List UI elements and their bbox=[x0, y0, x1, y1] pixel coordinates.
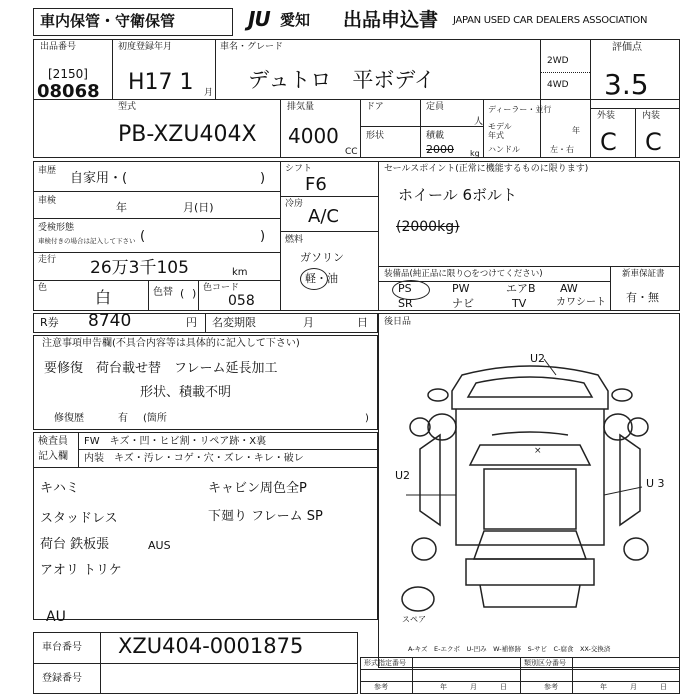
registration-number-label: 登録番号 bbox=[42, 673, 82, 684]
form-title: 出品申込書 bbox=[343, 9, 439, 31]
type-value: PB-XZU404X bbox=[118, 122, 257, 147]
inspector-note-7: AU bbox=[46, 609, 66, 625]
equip-pw: PW bbox=[452, 282, 470, 295]
damage-mark-u2-left: U2 bbox=[395, 469, 411, 482]
damage-mark-u-right: U 3 bbox=[646, 477, 665, 490]
inspection-month-unit: 月(日) bbox=[183, 201, 214, 214]
lot-sub-number: [2150] bbox=[48, 67, 88, 81]
score-value: 3.5 bbox=[604, 68, 649, 101]
capacity-unit: 人 bbox=[474, 117, 484, 127]
warranty-options: 有・無 bbox=[626, 291, 659, 304]
reception-close: ) bbox=[260, 229, 266, 244]
exterior-grade: C bbox=[600, 128, 617, 156]
interior-grade: C bbox=[645, 128, 662, 156]
reception-label: 受検形態 bbox=[38, 223, 75, 233]
equip-ps: PS bbox=[398, 282, 412, 295]
inspection-label: 車検 bbox=[38, 196, 57, 206]
ref-month-unit: 月 bbox=[470, 683, 477, 691]
equip-leather-seat: カワシート bbox=[556, 297, 606, 308]
middle-section-frame bbox=[33, 161, 680, 311]
selling-point-1: ホイール 6ボルト bbox=[398, 186, 518, 204]
first-registration-label: 初度登録年月 bbox=[118, 42, 173, 52]
name-change-day: 日 bbox=[357, 316, 368, 329]
history-value: 自家用・( bbox=[70, 171, 128, 186]
equip-tv: TV bbox=[512, 297, 527, 310]
displacement-unit: CC bbox=[345, 147, 358, 157]
type-label: 型式 bbox=[118, 102, 137, 112]
ref-day-unit-2: 日 bbox=[660, 683, 667, 691]
model-grade-label: 車名・グレード bbox=[220, 42, 284, 52]
repair-place-open: (箇所 bbox=[143, 413, 167, 424]
repair-place-close: ) bbox=[365, 413, 369, 424]
history-label: 車歴 bbox=[38, 166, 57, 176]
association-name: JAPAN USED CAR DEALERS ASSOCIATION bbox=[453, 15, 648, 26]
color-change-label: 色替 bbox=[153, 287, 173, 298]
drive-4wd-label: 4WD bbox=[547, 80, 569, 90]
drive-2wd-label: 2WD bbox=[547, 56, 569, 66]
aircon-label: 冷房 bbox=[285, 199, 304, 209]
door-label: ドア bbox=[366, 102, 384, 112]
inspector-note-6: 下廻り フレーム SP bbox=[208, 509, 323, 524]
color-code-label: 色コード bbox=[203, 283, 240, 293]
notes-line-2: 形状、積載不明 bbox=[140, 385, 232, 400]
ju-logo: JU bbox=[248, 7, 270, 31]
fuel-diesel-circled: 軽・油 bbox=[305, 272, 338, 285]
chassis-number-label: 車台番号 bbox=[42, 642, 82, 653]
model-grade-value: デュトロ 平ボデイ bbox=[248, 68, 435, 92]
lot-number-label: 出品番号 bbox=[40, 42, 77, 52]
inspector-note-5: キャビン周色全P bbox=[208, 481, 307, 496]
shift-value: F6 bbox=[305, 174, 327, 195]
handle-options: 左・右 bbox=[550, 145, 574, 154]
inspector-note-4: アオリ トリケ bbox=[40, 563, 122, 578]
svg-text:×: × bbox=[534, 446, 542, 456]
inspector-note-2: スタッドレス bbox=[40, 511, 118, 526]
inspector-interior-row: 内装 キズ・汚レ・コゲ・穴・ズレ・キレ・破レ bbox=[84, 453, 304, 464]
notes-header: 注意事項申告欄(不具合内容等は具体的に記入して下さい) bbox=[42, 338, 300, 349]
inspector-label-2: 記入欄 bbox=[38, 451, 68, 462]
first-registration-value: H17 1 bbox=[128, 70, 194, 95]
shift-label: シフト bbox=[285, 164, 313, 174]
color-change-open: ( bbox=[180, 287, 185, 300]
equip-navi: ナビ bbox=[452, 297, 474, 310]
ref-year-unit: 年 bbox=[440, 683, 447, 691]
inspector-fw-row: FW キズ・凹・ヒビ割・リペア跡・X裏 bbox=[84, 436, 267, 447]
car-damage-diagram bbox=[380, 345, 678, 645]
ref-year-unit-2: 年 bbox=[600, 683, 607, 691]
reception-note: 車検付きの場合は記入して下さい bbox=[38, 237, 136, 245]
equip-sr: SR bbox=[398, 297, 413, 310]
inspector-label-1: 検査員 bbox=[38, 436, 68, 447]
selling-point-2: (2000kg) bbox=[396, 219, 460, 235]
equip-aw: AW bbox=[560, 282, 578, 295]
shape-label: 形状 bbox=[366, 131, 385, 141]
model-year-unit: 年 bbox=[572, 126, 580, 135]
ref-day-unit: 日 bbox=[500, 683, 507, 691]
fuel-circle-mark bbox=[300, 268, 328, 290]
fuel-gasoline: ガソリン bbox=[300, 251, 344, 264]
load-unit: kg bbox=[470, 149, 480, 158]
displacement-value: 4000 bbox=[288, 124, 339, 148]
reference-label-1: 参考 bbox=[374, 683, 388, 691]
mileage-unit: km bbox=[232, 267, 248, 278]
notes-section bbox=[33, 335, 378, 430]
equipment-label: 装備品(純正品に限り○をつけてください) bbox=[384, 269, 543, 279]
ps-circle-mark bbox=[392, 280, 430, 300]
damage-mark-u2-top: U2 bbox=[530, 352, 546, 365]
dealer-label: ディーラー・並行 bbox=[488, 105, 552, 114]
score-label: 評価点 bbox=[612, 42, 642, 53]
fuel-label: 燃料 bbox=[285, 235, 304, 245]
interior-label: 内装 bbox=[642, 111, 661, 121]
damage-legend: A-キズ E-エクボ U-凹み W-補修跡 S-サビ C-腐食 XX-交換済 bbox=[408, 645, 611, 653]
logo-text: 愛知 bbox=[280, 11, 311, 29]
color-code-value: 058 bbox=[228, 293, 255, 309]
load-value: 2000 bbox=[426, 143, 454, 156]
history-close: ) bbox=[260, 171, 266, 186]
warranty-label: 新車保証書 bbox=[622, 269, 665, 279]
repair-history-label: 修復歴 bbox=[54, 413, 84, 424]
selling-points-label: セールスポイント(正常に機能するものに限ります) bbox=[384, 164, 589, 174]
name-change-month: 月 bbox=[303, 316, 314, 329]
class-number-label: 類別区分番号 bbox=[524, 659, 566, 667]
model-year-label: モデル年式 bbox=[488, 122, 512, 140]
capacity-label: 定員 bbox=[426, 102, 445, 112]
mileage-value: 26万3千105 bbox=[90, 258, 189, 278]
color-change-close: ) bbox=[192, 287, 197, 300]
ref-month-unit-2: 月 bbox=[630, 683, 637, 691]
spare-label: スペア bbox=[402, 615, 426, 624]
load-label: 積載 bbox=[426, 131, 445, 141]
color-value: 白 bbox=[95, 288, 112, 307]
recycle-unit: 円 bbox=[186, 316, 197, 329]
after-goods-label: 後日品 bbox=[384, 317, 412, 327]
handle-label: ハンドル bbox=[488, 145, 520, 154]
reference-label-2: 参考 bbox=[544, 683, 558, 691]
lot-number: 08068 bbox=[37, 81, 100, 102]
storage-type-title: 車内保管・守衛保管 bbox=[40, 12, 176, 30]
inspector-note-3: 荷台 鉄板張 bbox=[40, 537, 110, 552]
recycle-value: 8740 bbox=[88, 311, 132, 331]
color-label: 色 bbox=[38, 283, 48, 293]
inspector-note-1: キハミ bbox=[40, 481, 80, 496]
inspector-note-3b: AUS bbox=[148, 539, 171, 552]
recycle-label: R券 bbox=[40, 316, 59, 329]
equip-airbag: エアB bbox=[506, 282, 536, 295]
chassis-number-value: XZU404-0001875 bbox=[118, 634, 304, 658]
name-change-label: 名変期限 bbox=[212, 316, 256, 329]
type-designation-label: 形式指定番号 bbox=[364, 659, 406, 667]
inspection-year-unit: 年 bbox=[116, 201, 127, 214]
first-registration-month-unit: 月 bbox=[204, 88, 214, 98]
reception-open: ( bbox=[140, 229, 146, 244]
exterior-label: 外装 bbox=[597, 111, 616, 121]
mileage-label: 走行 bbox=[38, 255, 57, 265]
displacement-label: 排気量 bbox=[287, 102, 315, 112]
notes-line-1: 要修復 荷台載せ替 フレーム延長加工 bbox=[44, 361, 278, 376]
repair-history-value: 有 bbox=[118, 413, 128, 424]
aircon-value: A/C bbox=[308, 206, 339, 227]
